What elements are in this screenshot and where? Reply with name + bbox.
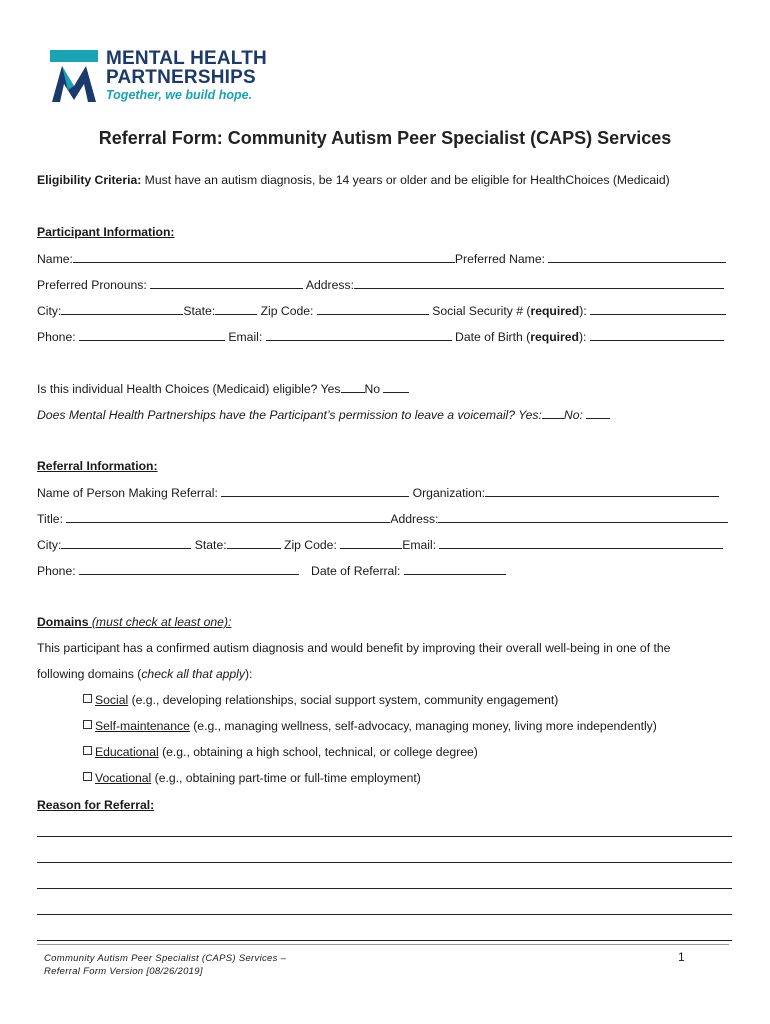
referrer-phone-label: Phone: (37, 564, 80, 578)
participant-phone-label: Phone: (37, 330, 80, 344)
domain-option-vocational[interactable] (83, 770, 421, 786)
checkbox-icon[interactable] (83, 694, 92, 703)
referral-title-row (37, 510, 728, 527)
eligibility-label: Eligibility Criteria: (37, 173, 142, 187)
participant-name-label: Name: (37, 252, 73, 266)
referrer-title-field[interactable] (66, 510, 390, 523)
eligibility-text: Must have an autism diagnosis, be 14 years or older and be eligible for HealthChoices (Medicaid) (141, 173, 670, 187)
participant-email-field[interactable] (266, 328, 452, 341)
domains-intro-2-pre: following domains ( (37, 667, 142, 681)
referrer-city-label: City: (37, 538, 62, 552)
participant-city-label: City: (37, 304, 62, 318)
referral-heading: Referral Information: (37, 459, 158, 473)
referrer-name-label: Name of Person Making Referral: (37, 486, 222, 500)
participant-city-field[interactable] (61, 302, 183, 315)
organization-field[interactable] (485, 484, 719, 497)
mhp-logo-icon (46, 46, 102, 106)
page-number: 1 (678, 950, 685, 964)
checkbox-icon[interactable] (83, 772, 92, 781)
checkbox-icon[interactable] (83, 746, 92, 755)
domain-label: Vocational (95, 771, 152, 785)
participant-name-field[interactable] (73, 250, 455, 263)
footer-line-2: Referral Form Version [08/26/2019] (44, 966, 203, 977)
ssn-required: required (530, 304, 580, 318)
voicemail-question-text: Does Mental Health Partnerships have the Participant’s permission to leave a voicemail? Yes: (37, 408, 542, 422)
pronouns-label: Preferred Pronouns: (37, 278, 151, 292)
domain-description: (e.g., obtaining a high school, technical, or college degree) (158, 745, 478, 759)
referral-phone-row (37, 562, 506, 579)
referrer-state-label: State: (191, 538, 227, 552)
referrer-zip-field[interactable] (340, 536, 402, 549)
referral-date-field[interactable] (404, 562, 506, 575)
logo-tagline: Together, we build hope. (106, 88, 253, 102)
referrer-email-field[interactable] (439, 536, 723, 549)
reason-line-5[interactable] (37, 940, 732, 941)
voicemail-question (37, 406, 610, 423)
page-title: Referral Form: Community Autism Peer Specialist (CAPS) Services (98, 128, 672, 148)
participant-email-label: Email: (225, 330, 266, 344)
medicaid-question-text: Is this individual Health Choices (Medicaid) eligible? Yes (37, 382, 341, 396)
referrer-address-field[interactable] (438, 510, 728, 523)
referrer-phone-field[interactable] (79, 562, 299, 575)
participant-name-row (37, 250, 726, 267)
domains-heading-note: (must check at least one): (88, 615, 232, 629)
participant-address-label: Address: (303, 278, 354, 292)
referrer-city-field[interactable] (61, 536, 191, 549)
domain-option-educational[interactable] (83, 744, 478, 760)
participant-state-field[interactable] (215, 302, 257, 315)
dob-field[interactable] (590, 328, 724, 341)
participant-pronouns-row (37, 276, 724, 293)
medicaid-no-field[interactable] (383, 380, 409, 393)
domains-heading (37, 614, 231, 630)
referral-date-label: Date of Referral: (311, 564, 404, 578)
organization-logo (46, 46, 286, 110)
domain-option-social[interactable] (83, 692, 558, 708)
domains-intro-2 (37, 666, 252, 682)
reason-line-4[interactable] (37, 914, 732, 915)
participant-state-label: State: (183, 304, 216, 318)
participant-phone-field[interactable] (79, 328, 225, 341)
participant-phone-row (37, 328, 724, 345)
ssn-label-post: ): (579, 304, 591, 318)
domains-heading-label: Domains (37, 615, 89, 629)
domain-option-self-maintenance[interactable] (83, 718, 657, 734)
domain-label: Self-maintenance (95, 719, 190, 733)
medicaid-no-label: No (364, 382, 384, 396)
referrer-email-label: Email: (402, 538, 440, 552)
ssn-label-pre: Social Security # ( (428, 304, 531, 318)
participant-address-field[interactable] (354, 276, 724, 289)
footer-text (44, 952, 286, 978)
referral-city-row (37, 536, 723, 553)
logo-line-1: MENTAL HEALTH (106, 48, 267, 69)
reason-line-1[interactable] (37, 836, 732, 837)
participant-zip-label: Zip Code: (257, 304, 317, 318)
referral-person-row (37, 484, 719, 501)
preferred-name-field[interactable] (548, 250, 726, 263)
domain-description: (e.g., obtaining part-time or full-time employment) (151, 771, 421, 785)
medicaid-yes-field[interactable] (341, 380, 365, 393)
logo-line-2: PARTNERSHIPS (106, 67, 256, 88)
domains-intro-2-post: ): (244, 667, 253, 681)
referrer-zip-label: Zip Code: (280, 538, 341, 552)
participant-zip-field[interactable] (317, 302, 429, 315)
referrer-address-label: Address: (390, 512, 439, 526)
organization-label: Organization: (409, 486, 486, 500)
reason-line-3[interactable] (37, 888, 732, 889)
domains-intro-1: This participant has a confirmed autism diagnosis and would benefit by improving their overall well-being in one of the (37, 641, 671, 655)
dob-label-pre: Date of Birth ( (451, 330, 531, 344)
reason-heading: Reason for Referral: (37, 798, 155, 812)
ssn-field[interactable] (590, 302, 726, 315)
domain-description: (e.g., managing wellness, self-advocacy, managing money, living more independently) (189, 719, 657, 733)
dob-required: required (530, 330, 579, 344)
participant-city-row (37, 302, 726, 319)
domain-description: (e.g., developing relationships, social support system, community engagement) (128, 693, 559, 707)
voicemail-no-field[interactable] (586, 406, 610, 419)
voicemail-no-label: No: (563, 408, 587, 422)
medicaid-question (37, 380, 409, 397)
eligibility-criteria (37, 172, 670, 188)
reason-line-2[interactable] (37, 862, 732, 863)
domain-label: Educational (95, 745, 159, 759)
checkbox-icon[interactable] (83, 720, 92, 729)
referrer-title-label: Title: (37, 512, 67, 526)
domain-label: Social (95, 693, 129, 707)
referrer-state-field[interactable] (227, 536, 281, 549)
pronouns-field[interactable] (150, 276, 303, 289)
preferred-name-label: Preferred Name: (454, 252, 549, 266)
dob-label-post: ): (579, 330, 590, 344)
domains-intro-2-italic: check all that apply (141, 667, 245, 681)
referrer-name-field[interactable] (221, 484, 409, 497)
voicemail-yes-field[interactable] (542, 406, 564, 419)
participant-heading: Participant Information: (37, 225, 175, 239)
footer-divider (37, 944, 729, 945)
footer-line-1: Community Autism Peer Specialist (CAPS) Services – (44, 953, 287, 964)
